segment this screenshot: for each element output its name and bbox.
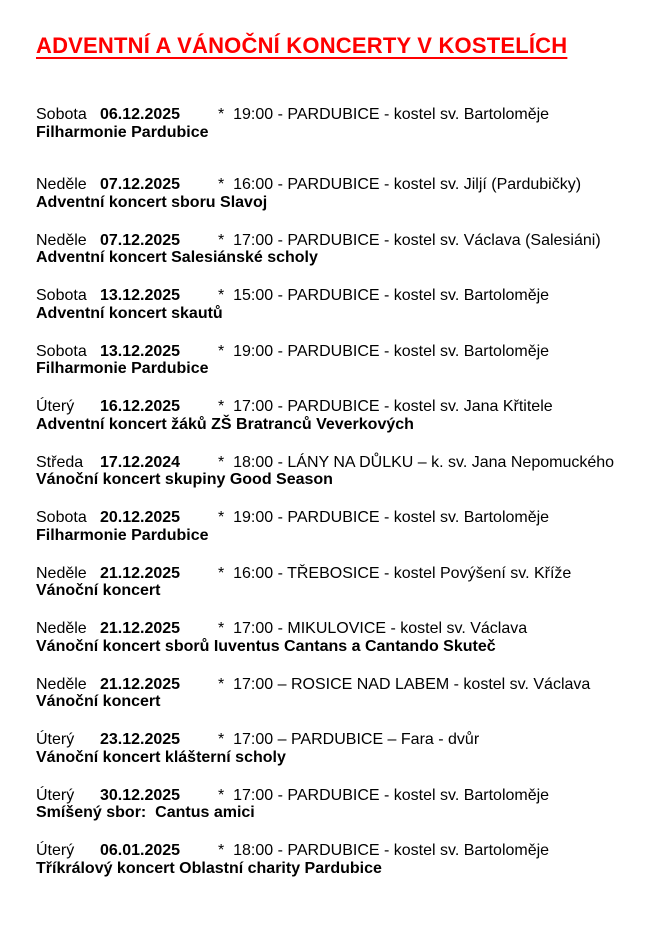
- concert-entry: [36, 565, 639, 600]
- concert-description: Adventní koncert sboru Slavoj: [36, 193, 268, 211]
- concert-schedule-line: [36, 232, 639, 250]
- concert-description: Filharmonie Pardubice: [36, 526, 209, 544]
- concert-schedule-line: [36, 176, 639, 194]
- concert-schedule-line: [36, 787, 639, 805]
- concert-time-location: * 18:00 - LÁNY NA DŮLKU – k. sv. Jana Nepomuckého: [218, 453, 615, 471]
- concert-schedule-line: [36, 343, 639, 361]
- concert-description: Smíšený sbor: Cantus amici: [36, 804, 255, 821]
- concert-description: Adventní koncert Salesiánské scholy: [36, 249, 318, 266]
- concert-schedule-line: [36, 842, 639, 860]
- concert-day: Úterý: [36, 731, 75, 748]
- concert-time-location: * 19:00 - PARDUBICE - kostel sv. Bartoloměje: [218, 342, 550, 360]
- concert-date: 21.12.2025: [100, 620, 181, 637]
- concert-description: Vánoční koncert klášterní scholy: [36, 748, 286, 766]
- concert-time-location: * 17:00 – PARDUBICE – Fara - dvůr: [218, 731, 480, 748]
- concert-day: Neděle: [36, 564, 87, 582]
- concert-date: 21.12.2025: [100, 675, 181, 693]
- concert-time-location: * 16:00 - PARDUBICE - kostel sv. Jiljí (Pardubičky): [218, 176, 582, 193]
- concert-entry: [36, 509, 639, 544]
- concert-day: Úterý: [36, 398, 75, 415]
- concert-entry: [36, 287, 639, 322]
- concert-description: Vánoční koncert sborů Iuventus Cantans a Cantando Skuteč: [36, 637, 496, 655]
- concert-day: Sobota: [36, 509, 87, 526]
- concert-time-location: * 17:00 - MIKULOVICE - kostel sv. Václava: [218, 620, 528, 637]
- concert-entry: [36, 676, 639, 711]
- concert-entry: [36, 454, 639, 489]
- concert-day: Úterý: [36, 786, 75, 804]
- concert-entry: [36, 842, 639, 877]
- concert-schedule-line: [36, 509, 639, 527]
- concert-description: Vánoční koncert skupiny Good Season: [36, 471, 333, 488]
- concert-date: 16.12.2025: [100, 398, 181, 415]
- concert-entry: [36, 106, 639, 141]
- concert-description: Vánoční koncert: [36, 693, 161, 710]
- concert-entry: [36, 343, 639, 378]
- concert-date: 13.12.2025: [100, 342, 181, 360]
- concert-date: 21.12.2025: [100, 564, 181, 582]
- concert-schedule-line: [36, 676, 639, 694]
- concert-schedule-line: [36, 454, 639, 472]
- concert-day: Neděle: [36, 176, 87, 193]
- concert-date: 20.12.2025: [100, 509, 181, 526]
- concert-schedule-line: [36, 620, 639, 638]
- concert-entry: [36, 398, 639, 433]
- concert-schedule-line: [36, 398, 639, 416]
- concert-day: Neděle: [36, 620, 87, 637]
- concert-description: Adventní koncert žáků ZŠ Bratranců Veverkových: [36, 415, 414, 433]
- concert-schedule-line: [36, 287, 639, 305]
- concert-date: 06.01.2025: [100, 842, 181, 859]
- concert-description: Filharmonie Pardubice: [36, 360, 209, 377]
- concert-time-location: * 19:00 - PARDUBICE - kostel sv. Bartoloměje: [218, 509, 550, 526]
- concert-time-location: * 18:00 - PARDUBICE - kostel sv. Bartoloměje: [218, 842, 550, 859]
- concert-date: 23.12.2025: [100, 731, 181, 748]
- concert-date: 13.12.2025: [100, 287, 181, 304]
- page-title: ADVENTNÍ A VÁNOČNÍ KONCERTY V KOSTELÍCH: [36, 33, 568, 58]
- concert-entry: [36, 176, 639, 211]
- concert-list: [36, 106, 639, 877]
- concert-day: Úterý: [36, 842, 75, 859]
- concert-schedule-line: [36, 106, 639, 124]
- concert-day: Středa: [36, 453, 84, 471]
- concert-time-location: * 19:00 - PARDUBICE - kostel sv. Bartoloměje: [218, 106, 550, 123]
- concert-time-location: * 17:00 – ROSICE NAD LABEM - kostel sv. Václava: [218, 675, 591, 693]
- concert-day: Sobota: [36, 342, 87, 360]
- concert-date: 06.12.2025: [100, 106, 181, 123]
- concert-description: Adventní koncert skautů: [36, 304, 223, 322]
- concert-time-location: * 15:00 - PARDUBICE - kostel sv. Bartoloměje: [218, 287, 550, 304]
- concert-schedule-line: [36, 565, 639, 583]
- concert-entry: [36, 620, 639, 655]
- concert-description: Vánoční koncert: [36, 582, 161, 599]
- concert-date: 07.12.2025: [100, 231, 181, 249]
- concert-time-location: * 16:00 - TŘEBOSICE - kostel Povýšení sv. Kříže: [218, 564, 572, 582]
- concert-description: Tříkrálový koncert Oblastní charity Pardubice: [36, 859, 382, 877]
- concert-date: 17.12.2024: [100, 453, 181, 471]
- concert-entry: [36, 787, 639, 822]
- concert-entry: [36, 731, 639, 766]
- concert-day: Neděle: [36, 675, 87, 693]
- concert-time-location: * 17:00 - PARDUBICE - kostel sv. Jana Křtitele: [218, 398, 553, 415]
- concert-date: 30.12.2025: [100, 786, 181, 804]
- concert-date: 07.12.2025: [100, 176, 181, 193]
- concert-description: Filharmonie Pardubice: [36, 123, 209, 141]
- concert-time-location: * 17:00 - PARDUBICE - kostel sv. Bartoloměje: [218, 786, 550, 804]
- concert-entry: [36, 232, 639, 267]
- concert-day: Sobota: [36, 106, 87, 123]
- concert-day: Neděle: [36, 231, 87, 249]
- concert-day: Sobota: [36, 287, 87, 304]
- concert-schedule-line: [36, 731, 639, 749]
- concert-time-location: * 17:00 - PARDUBICE - kostel sv. Václava (Salesiáni): [218, 231, 601, 249]
